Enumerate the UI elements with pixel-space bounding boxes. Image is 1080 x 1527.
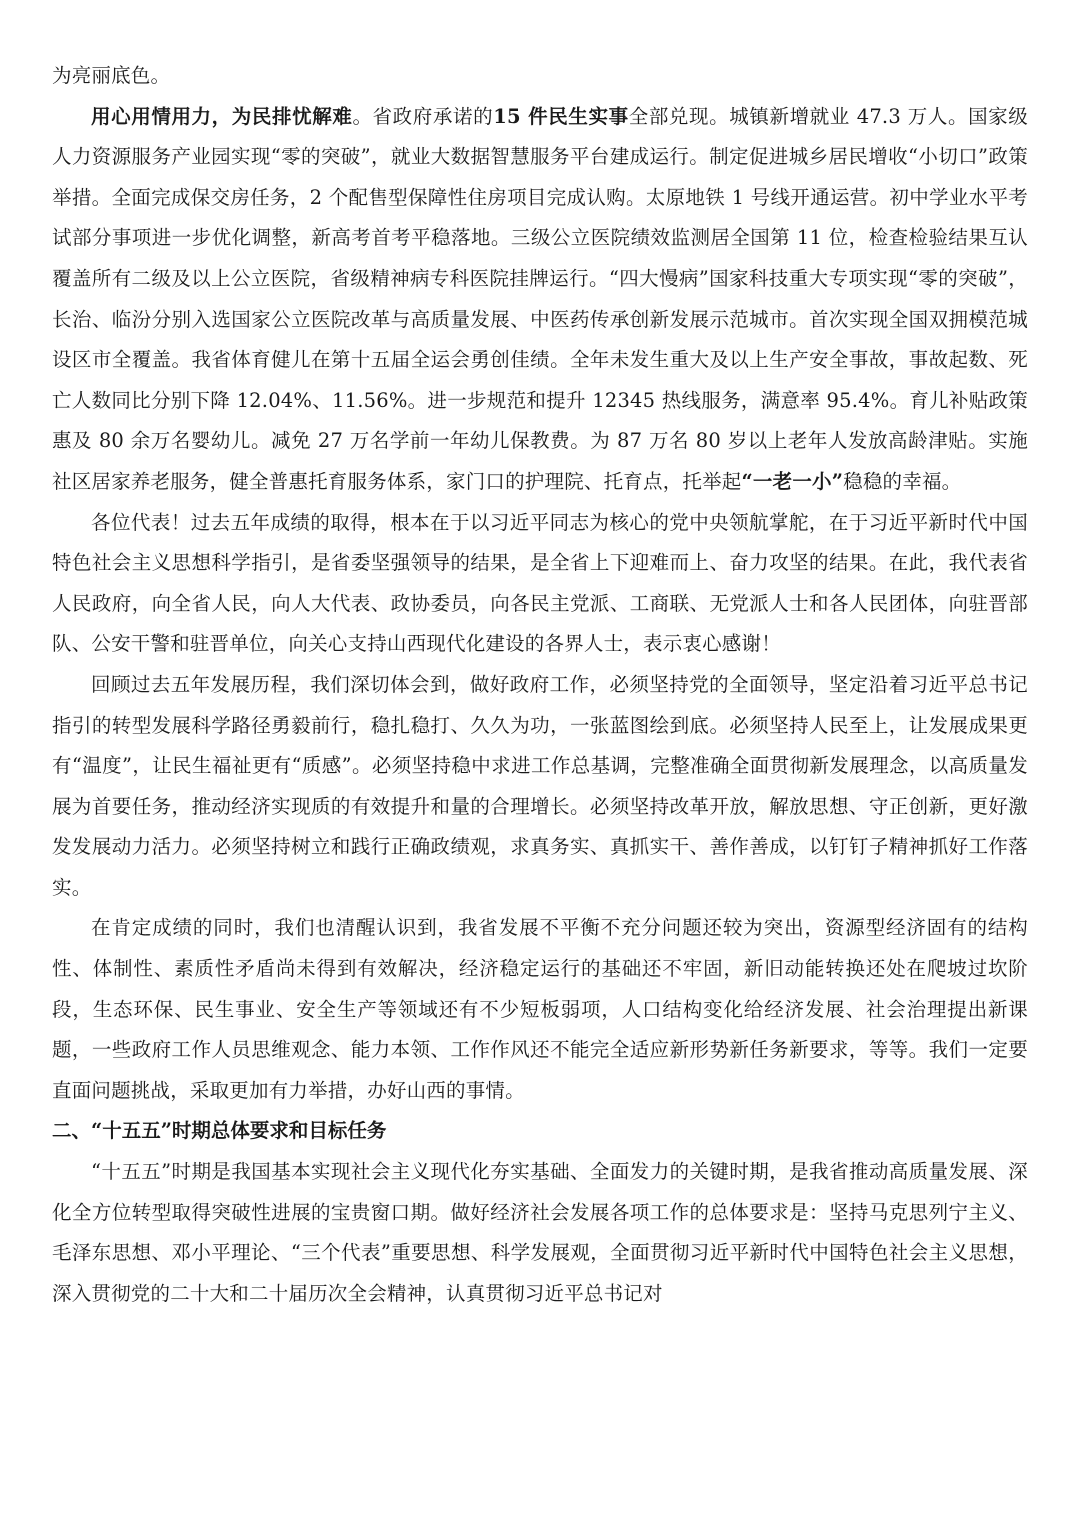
- paragraph-continuation: 为亮丽底色。: [52, 64, 171, 87]
- paragraph-review: 回顾过去五年发展历程，我们深切体会到，做好政府工作，必须坚持党的全面领导，坚定沿着习近平总书记指引的转型发展科学路径勇毅前行，稳扎稳打、久久为功，一张蓝图绘到底。必须坚持人民至上，让发展成果更有“温度”，让民生福祉更有“质感”。必须坚持稳中求进工作总基调，完整准确全面贯彻新发展理念，以高质量发展为首要任务，推动经济实现质的有效提升和量的合理增长。必须坚持改革开放，解放思想、守正创新，更好激发发展动力活力。必须坚持树立和践行正确政绩观，求真务实、真抓实干、善作善成，以钉钉子精神抓好工作落实。: [52, 672, 1028, 899]
- section-heading: 二、“十五五”时期总体要求和目标任务: [52, 1119, 387, 1143]
- paragraph-thanks: 各位代表！过去五年成绩的取得，根本在于以习近平同志为核心的党中央领航掌舵，在于习近平新时代中国特色社会主义思想科学指引，是省委坚强领导的结果，是全省上下迎难而上、奋力攻坚的结果。在此，我代表省人民政府，向全省人民，向人大代表、政协委员，向各民主党派、工商联、无党派人士和各人民团体，向驻晋部队、公安干警和驻晋单位，向关心支持山西现代化建设的各界人士，表示衷心感谢！: [52, 510, 1028, 656]
- paragraph-text: 。省政府承诺的: [352, 104, 494, 128]
- paragraph-text: 全部兑现。城镇新增就业 47.3 万人。国家级人力资源服务产业园实现“零的突破”，就业大数据智慧服务平台建成运行。制定促进城乡居民增收“小切口”政策举措。全面完成保交房任务，2 个配售型保障性住房项目完成认购。太原地铁 1 号线开通运营。初中学业水平考试部分事项进一步优化调整，新高考首考平稳落地。三级公立医院绩效监测居全国第 11 位，检查检验结果互认覆盖所有二级及以上公立医院，省级精神病专科医院挂牌运行。“四大慢病”国家科技重大专项实现“零的突破”，长治、临汾分别入选国家公立医院改革与高质量发展、中医药传承创新发展示范城市。首次实现全国双拥模范城设区市全覆盖。我省体育健儿在第十五届全运会勇创佳绩。全年未发生重大及以上生产安全事故，事故起数、死亡人数同比分别下降 12.04%、11.56%。进一步规范和提升 12345 热线服务，满意率 95.4%。育儿补贴政策惠及 80 余万名婴幼儿。减免 27 万名学前一年幼儿保教费。为 87 万名 80 岁以上老年人发放高龄津贴。实施社区居家养老服务，健全普惠托育服务体系，家门口的护理院、托育点，托举起: [52, 104, 1028, 493]
- paragraph-text: 稳稳的幸福。: [843, 469, 962, 493]
- emphasis-phrase: “一老一小”: [741, 469, 844, 493]
- paragraph-problems: 在肯定成绩的同时，我们也清醒认识到，我省发展不平衡不充分问题还较为突出，资源型经济固有的结构性、体制性、素质性矛盾尚未得到有效解决，经济稳定运行的基础还不牢固，新旧动能转换还处在爬坡过坎阶段，生态环保、民生事业、安全生产等领域还有不少短板弱项，人口结构变化给经济发展、社会治理提出新课题，一些政府工作人员思维观念、能力本领、工作作风还不能完全适应新形势新任务新要求，等等。我们一定要直面问题挑战，采取更加有力举措，办好山西的事情。: [52, 916, 1028, 1102]
- paragraph-livelihood: [52, 97, 1028, 503]
- paragraph-requirements: “十五五”时期是我国基本实现社会主义现代化夯实基础、全面发力的关键时期，是我省推动高质量发展、深化全方位转型取得突破性进展的宝贵窗口期。做好经济社会发展各项工作的总体要求是：坚持马克思列宁主义、毛泽东思想、邓小平理论、“三个代表”重要思想、科学发展观，全面贯彻习近平新时代中国特色社会主义思想，深入贯彻党的二十大和二十届历次全会精神，认真贯彻习近平总书记对: [52, 1160, 1028, 1305]
- emphasis-phrase: 15 件民生实事: [493, 104, 629, 128]
- paragraph-lead-phrase: 用心用情用力，为民排忧解难: [91, 104, 353, 128]
